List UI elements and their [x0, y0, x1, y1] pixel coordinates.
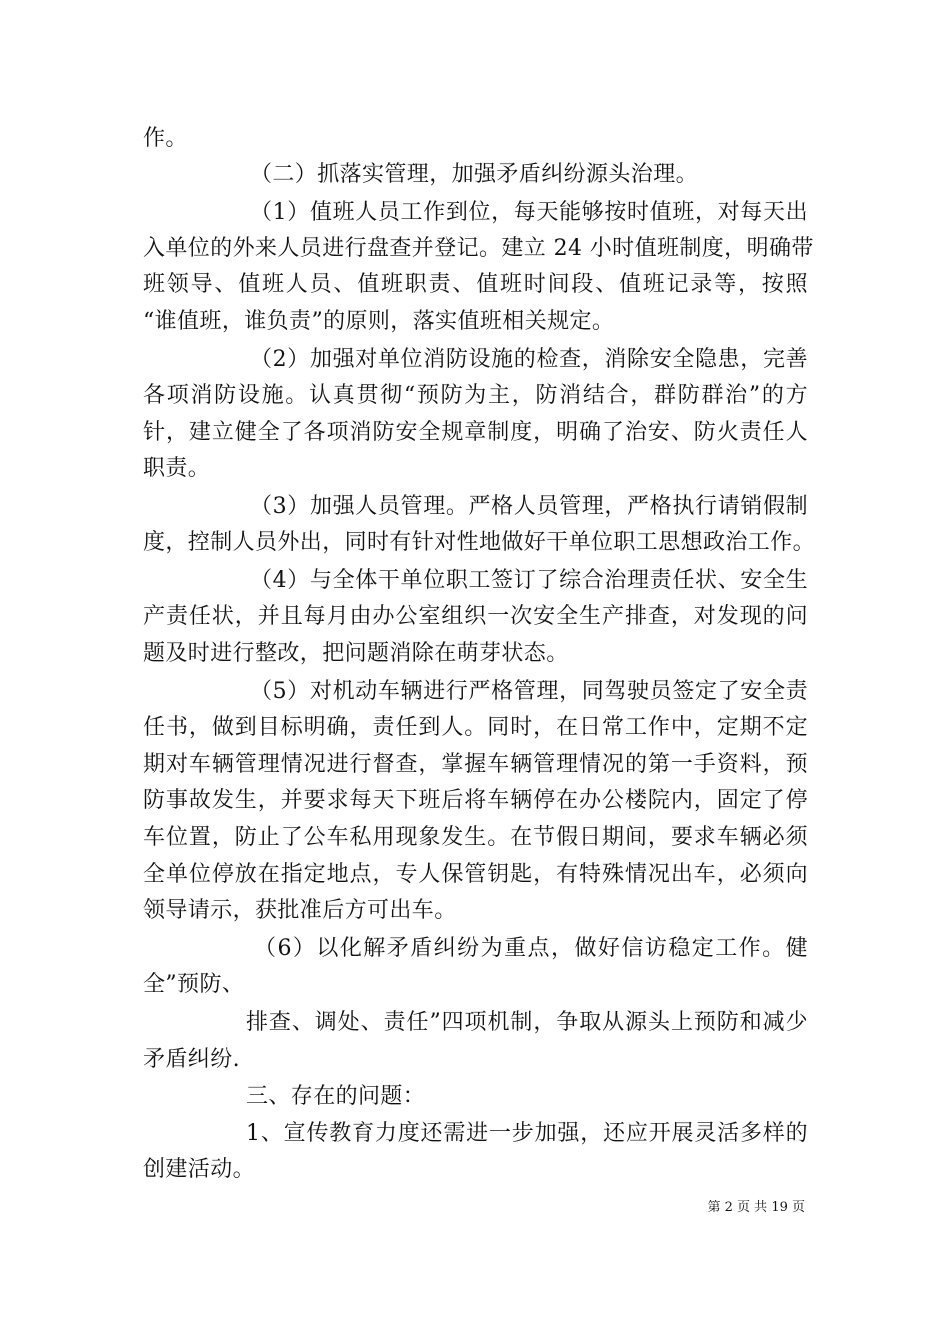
- text-line: 任书，做到目标明确，责任到人。同时，在日常工作中，定期不定: [143, 715, 808, 740]
- text-line: 产责任状，并且每月由办公室组织一次安全生产排查，对发现的问: [143, 604, 808, 629]
- text-line: 期对车辆管理情况进行督查，掌握车辆管理情况的第一手资料，预: [143, 752, 808, 777]
- text-line: 全”预防、: [143, 972, 245, 997]
- text-line: 创建活动。: [143, 1157, 256, 1182]
- text-line: 作。: [143, 126, 188, 151]
- text-line: 入单位的外来人员进行盘查并登记。建立 24 小时值班制度，明确带: [143, 236, 814, 261]
- text-line: 领导请示，获批准后方可出车。: [143, 898, 457, 923]
- text-line: 度，控制人员外出，同时有针对性地做好干单位职工思想政治工作。: [143, 530, 816, 555]
- text-line: 车位置，防止了公车私用现象发生。在节假日期间，要求车辆必须: [143, 825, 808, 850]
- text-line: （1）值班人员工作到位，每天能够按时值班，对每天出: [250, 200, 808, 225]
- page-number: 第 2 页 共 19 页: [707, 1200, 805, 1215]
- text-line: （3）加强人员管理。严格人员管理，严格执行请销假制: [250, 494, 808, 519]
- text-line: 题及时进行整改，把问题消除在萌芽状态。: [143, 641, 569, 666]
- text-line: 防事故发生，并要求每天下班后将车辆停在办公楼院内，固定了停: [143, 788, 808, 813]
- text-line: （4）与全体干单位职工签订了综合治理责任状、安全生: [250, 568, 808, 593]
- text-line: （5）对机动车辆进行严格管理，同驾驶员签定了安全责: [250, 679, 808, 704]
- text-line: “谁值班，谁负责”的原则，落实值班相关规定。: [143, 309, 615, 334]
- section-heading: 三、存在的问题：: [246, 1084, 426, 1109]
- text-line: （2）加强对单位消防设施的检查，消除安全隐患，完善: [250, 347, 808, 372]
- text-line: 全单位停放在指定地点，专人保管钥匙，有特殊情况出车，必须向: [143, 862, 808, 887]
- section-heading: （二）抓落实管理，加强矛盾纠纷源头治理。: [250, 162, 699, 187]
- text-line: （6）以化解矛盾纠纷为重点，做好信访稳定工作。健: [254, 936, 808, 961]
- text-line: 班领导、值班人员、值班职责、值班时间段、值班记录等，按照: [143, 272, 808, 297]
- text-line: 矛盾纠纷.: [143, 1047, 240, 1072]
- text-line: 排查、调处、责任”四项机制，争取从源头上预防和减少: [246, 1010, 808, 1035]
- text-line: 1、宣传教育力度还需进一步加强，还应开展灵活多样的: [246, 1121, 808, 1146]
- text-line: 职责。: [143, 456, 211, 481]
- text-line: 各项消防设施。认真贯彻“预防为主，防消结合，群防群治”的方: [143, 383, 808, 408]
- text-line: 针，建立健全了各项消防安全规章制度，明确了治安、防火责任人: [143, 420, 808, 445]
